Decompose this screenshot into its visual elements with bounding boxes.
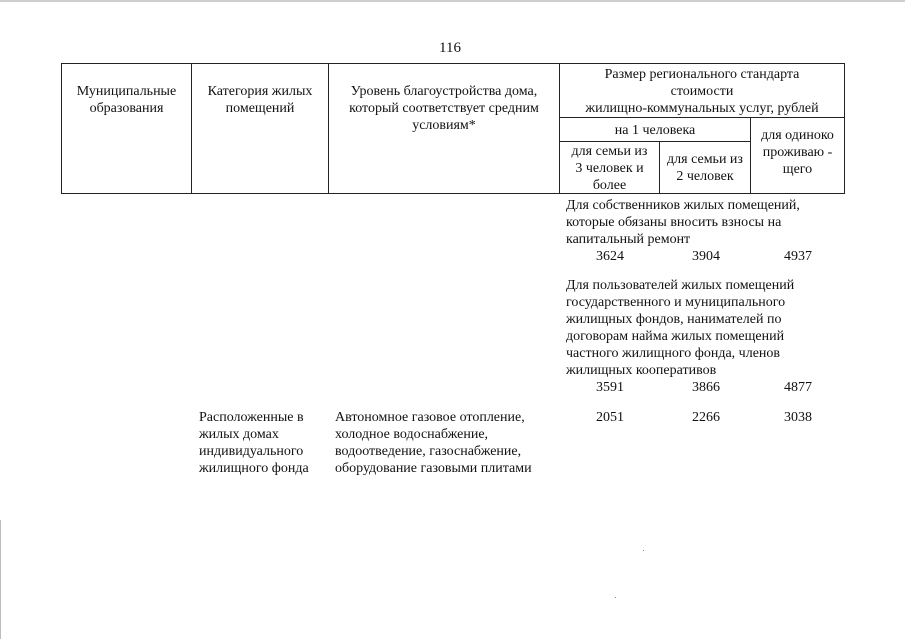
header-per-person	[559, 117, 751, 142]
header-single	[750, 117, 845, 194]
header-size-line2: стоимости	[670, 84, 734, 99]
header-level	[328, 63, 560, 194]
header-family2-label: для семьи из 2 человек	[667, 152, 743, 184]
users-value-family2: 3866	[692, 380, 720, 395]
header-family2	[659, 141, 751, 194]
row-private-level: Автономное газовое отопление, холодное водоснабжение, водоотведение, газоснабжение, оборудование газовыми плитами	[335, 410, 532, 476]
page-number: 116	[439, 40, 461, 56]
row-private-value-family3: 2051	[596, 410, 624, 425]
users-caption-line2: государственного и муниципального	[566, 295, 786, 310]
header-municipal	[61, 63, 192, 194]
header-per-person-label: на 1 человека	[614, 123, 696, 138]
users-caption-line4: договорам найма жилых помещений	[566, 329, 785, 344]
owners-value-family2: 3904	[692, 249, 720, 264]
row-private-category: Расположенные в жилых домах индивидуального жилищного фонда	[199, 410, 309, 476]
users-value-family3: 3591	[596, 380, 624, 395]
row-private-value-single: 3038	[784, 410, 812, 425]
owners-value-single: 4937	[784, 249, 812, 264]
scan-speck	[615, 597, 616, 598]
scan-left-edge	[0, 520, 1, 639]
header-family3-label: для семьи из 3 человек и более	[571, 144, 648, 193]
owners-value-family3: 3624	[596, 249, 624, 264]
scan-speck	[643, 550, 644, 551]
users-caption-line6: жилищных кооперативов	[566, 363, 717, 378]
header-single-label: для одиноко проживаю - щего	[761, 128, 834, 177]
header-level-label: Уровень благоустройства дома, который соответствует средним условиям*	[349, 84, 539, 133]
header-size-line3: жилищно-коммунальных услуг, рублей	[585, 101, 819, 116]
owners-caption-line2: которые обязаны вносить взносы на	[566, 215, 782, 230]
header-family3	[559, 141, 660, 194]
users-caption-line5: частного жилищного фонда, членов	[566, 346, 781, 361]
users-caption-line1: Для пользователей жилых помещений	[566, 278, 795, 293]
header-size-line1: Размер регионального стандарта	[604, 67, 800, 82]
header-size	[559, 63, 845, 118]
header-category	[191, 63, 329, 194]
owners-caption-line3: капитальный ремонт	[566, 232, 691, 247]
header-municipal-label: Муниципальные образования	[76, 84, 177, 116]
header-category-label: Категория жилых помещений	[207, 84, 313, 116]
owners-caption-line1: Для собственников жилых помещений,	[566, 198, 800, 213]
users-caption-line3: жилищных фондов, нанимателей по	[566, 312, 782, 327]
row-private-value-family2: 2266	[692, 410, 720, 425]
users-value-single: 4877	[784, 380, 812, 395]
scan-top-edge	[0, 0, 905, 2]
